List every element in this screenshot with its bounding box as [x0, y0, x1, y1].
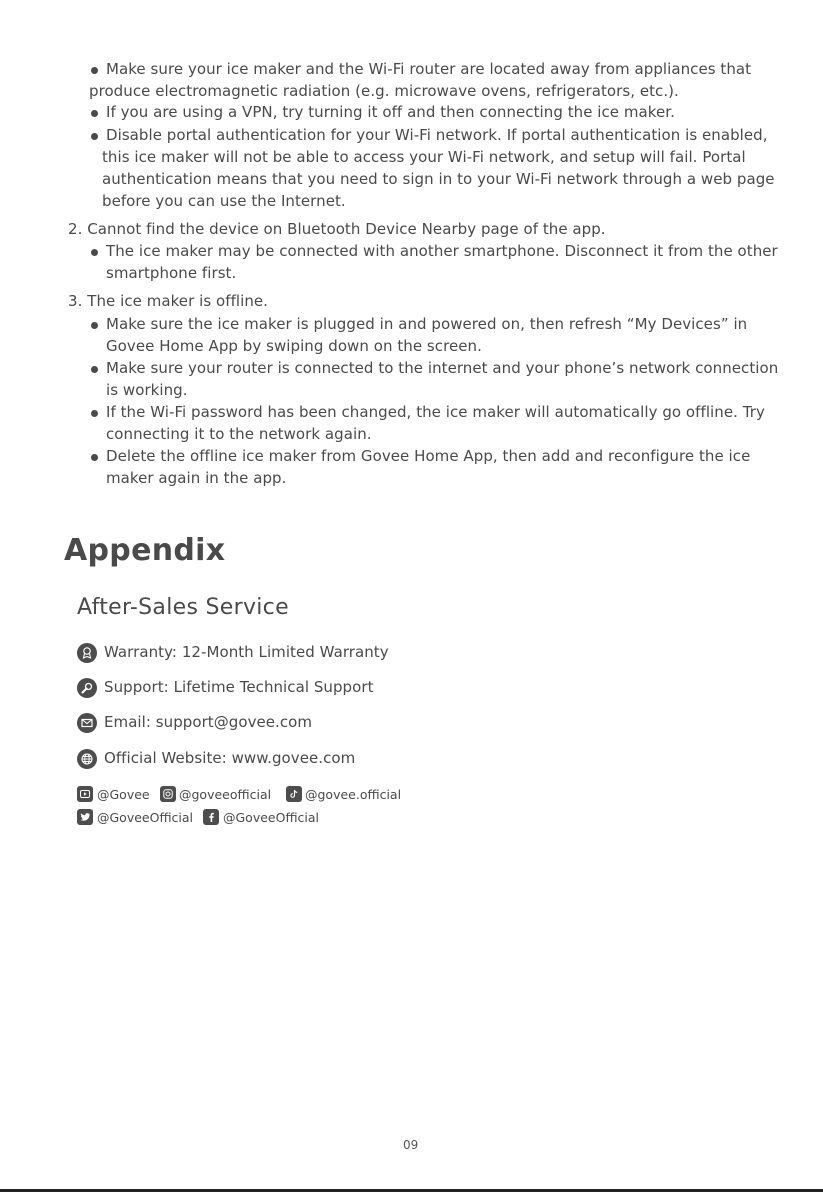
warranty-icon [77, 643, 97, 663]
top-bullet-3-line-1: Disable portal authentication for your Wi-Fi network. If portal authentication is enabled, [106, 126, 768, 144]
item-3-bullet-3-line-1: If the Wi-Fi password has been changed, the ice maker will automatically go offline. Try [106, 403, 765, 421]
top-bullet-2-line-1: If you are using a VPN, try turning it off and then connecting the ice maker. [106, 103, 675, 121]
facebook-icon [203, 809, 219, 825]
bullet-dot [91, 249, 98, 256]
youtube-handle: @Govee [97, 787, 150, 802]
facebook-handle: @GoveeOfficial [223, 810, 320, 825]
top-bullet-3-line-4: before you can use the Internet. [102, 192, 346, 210]
item-3-bullet-4-line-1: Delete the offline ice maker from Govee Home App, then add and reconfigure the ice [106, 447, 751, 465]
tiktok-icon [286, 786, 302, 802]
twitter-icon [77, 809, 93, 825]
item-2-bullet-line-1: The ice maker may be connected with another smartphone. Disconnect it from the other [106, 242, 778, 260]
top-bullet-1-line-1: Make sure your ice maker and the Wi-Fi router are located away from appliances that [106, 60, 752, 78]
appendix-title: Appendix [64, 533, 226, 568]
tiktok-handle: @govee.official [305, 787, 402, 802]
website-text: Official Website: www.govee.com [104, 749, 356, 767]
bullet-dot [91, 67, 98, 74]
item-3-bullet-2-line-2: is working. [106, 381, 188, 399]
page-number: 09 [403, 1138, 419, 1152]
top-bullet-3-line-2: this ice maker will not be able to access your Wi-Fi network, and setup will fail. Portal [102, 148, 746, 166]
support-wrench-icon [77, 678, 97, 698]
bullet-dot [91, 110, 98, 117]
youtube-icon [77, 786, 93, 802]
item-3-bullet-3-line-2: connecting it to the network again. [106, 425, 372, 443]
top-bullet-3-line-3: authentication means that you need to sign in to your Wi-Fi network through a web page [102, 170, 775, 188]
email-icon [77, 713, 97, 733]
item-3-bullet-4-line-2: maker again in the app. [106, 469, 287, 487]
bullet-dot [91, 133, 98, 140]
instagram-icon [160, 786, 176, 802]
top-bullet-1-line-2: produce electromagnetic radiation (e.g. microwave ovens, refrigerators, etc.). [89, 82, 679, 100]
after-sales-heading: After-Sales Service [77, 595, 289, 620]
email-text: Email: support@govee.com [104, 713, 313, 731]
item-3-heading: 3. The ice maker is offline. [68, 292, 269, 310]
twitter-handle: @GoveeOfficial [97, 810, 194, 825]
globe-icon [77, 749, 97, 769]
item-2-bullet-line-2: smartphone first. [106, 264, 237, 282]
item-3-bullet-2-line-1: Make sure your router is connected to the internet and your phone’s network connection [106, 359, 779, 377]
instagram-handle: @goveeofficial [179, 787, 272, 802]
bullet-dot [91, 410, 98, 417]
bullet-dot [91, 322, 98, 329]
bullet-dot [91, 454, 98, 461]
warranty-text: Warranty: 12-Month Limited Warranty [104, 643, 389, 661]
bullet-dot [91, 366, 98, 373]
item-2-heading: 2. Cannot find the device on Bluetooth Device Nearby page of the app. [68, 220, 606, 238]
item-3-bullet-1-line-2: Govee Home App by swiping down on the screen. [106, 337, 482, 355]
support-text: Support: Lifetime Technical Support [104, 678, 374, 696]
item-3-bullet-1-line-1: Make sure the ice maker is plugged in and powered on, then refresh “My Devices” in [106, 315, 748, 333]
